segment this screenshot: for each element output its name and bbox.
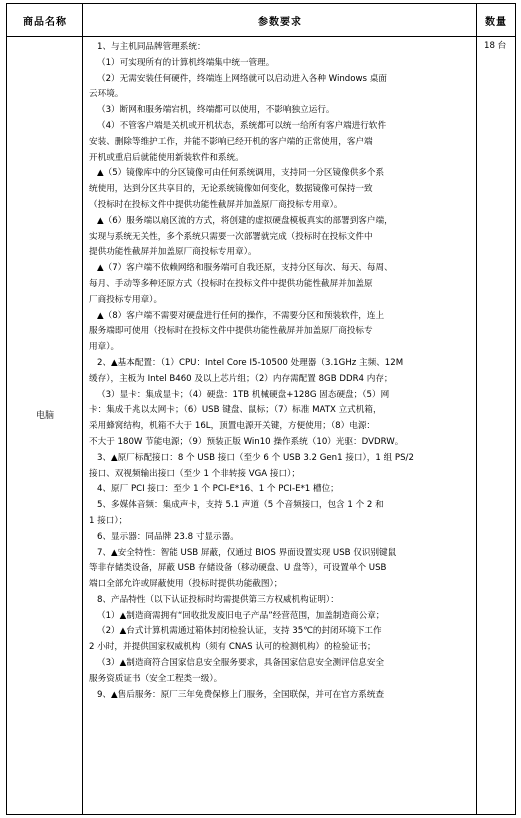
requirement-line: 服务资质证书（安全工程类一级）。 [89,673,223,684]
requirement-line: （4）不管客户端是关机或开机状态，系统都可以统一给所有客户端进行软件 [97,120,387,131]
requirement-line: 端口全部允许或屏蔽使用（投标时提供功能截图）； [89,579,283,590]
requirement-line: ▲（8）客户端不需要对硬盘进行任何的操作，不需要分区和预装软件，连上 [97,310,385,321]
requirement-line: 统使用，达到分区共享目的，无论系统镜像如何变化，数据镜像可保持一致 [89,184,373,195]
requirement-line: 用章）。 [89,342,120,353]
requirement-line: （3）▲制造商符合国家信息安全服务要求，具备国家信息安全测评信息安全 [97,658,385,669]
requirement-line: 采用蜂窝结构，机箱不大于 16L，顶置电源开关键，方便使用；（8）电源： [89,421,376,432]
requirement-line: （3）断网和服务端宕机，终端都可以使用，不影响独立运行。 [97,105,335,116]
header-quantity: 数量 [485,17,507,28]
requirement-line: 9、▲售后服务：原厂三年免费保修上门服务，全国联保，并可在官方系统查 [97,689,385,700]
requirement-line: 1 接口）； [89,515,128,526]
requirement-line: ▲（7）客户端不依赖网络和服务端可自我还原，支持分区每次、每天、每周、 [97,263,393,274]
requirement-line: 开机或重启后就能使用新装软件和系统。 [89,152,244,163]
requirement-line: 安装、删除等维护工作，并能不影响已经开机的客户端的正常使用，客户端 [89,136,373,147]
requirement-line: （投标时在投标文件中提供功能性截屏并加盖原厂商投标专用章）。 [89,199,343,210]
requirement-line: （3）显卡：集成显卡；（4）硬盘：1TB 机械硬盘+128G 固态硬盘；（5）网 [97,389,390,400]
requirement-line: ▲（5）镜像库中的分区镜像可由任何系统调用，支持同一分区镜像供多个系 [97,168,385,179]
parameter-requirements-cell [83,37,477,815]
requirement-line: （1）可实现所有的计算机终端集中统一管理。 [97,57,275,68]
requirement-line: 实现与系统无关性，多个系统只需要一次部署就完成（投标时在投标文件中 [89,231,373,242]
requirement-line: 8、产品特性（以下认证投标时均需提供第三方权威机构证明）： [97,594,339,605]
requirement-line: （2）▲台式计算机需通过箱体封闭检验认证，支持 35℃的封闭环境下工作 [97,626,382,637]
requirement-line: 提供功能性截屏并加盖原厂商投标专用章）。 [89,247,257,258]
requirement-line: 卡：集成千兆以太网卡；（6）USB 键盘、鼠标；（7）标准 MATX 立式机箱， [89,405,382,416]
requirement-line: 每月、手动等多种还原方式（投标时在投标文件中提供功能性截屏并加盖原 [89,278,373,289]
requirement-line: 3、▲原厂标配接口：8 个 USB 接口（至少 6 个 USB 3.2 Gen1 接口），1 组 PS/2 [97,452,414,463]
requirement-line: ▲（6）服务端以扇区流的方式，将创建的虚拟硬盘模板真实的部署到客户端， [97,215,393,226]
quantity-cell: 18 台 [484,41,507,51]
requirement-line: 4、原厂 PCI 接口：至少 1 个 PCI-E*16、1 个 PCI-E*1 槽位； [97,484,339,495]
requirement-line: 缓存），主板为 Intel B460 及以上芯片组；（2）内存需配置 8GB DDR4 内存； [89,373,393,384]
requirement-line: 1、与主机同品牌管理系统： [97,42,206,52]
requirement-line: 6、显示器：同品牌 23.8 寸显示器。 [97,531,239,542]
requirement-line: 厂商投标专用章）。 [89,294,163,305]
header-product-name: 商品名称 [23,17,67,28]
requirement-line: 7、▲安全特性：智能 USB 屏蔽，仅通过 BIOS 界面设置实现 USB 仅识别键鼠 [97,547,397,558]
parameter-table [6,3,516,815]
requirement-line: 不大于 180W 节能电源；（9）预装正版 Win10 操作系统（10）光驱：DVDRW。 [89,436,404,447]
header-parameters: 参数要求 [258,17,302,28]
requirement-line: 接口、双视频输出接口（至少 1 个非转接 VGA 接口）； [89,468,300,479]
product-name-cell: 电脑 [35,411,54,421]
requirement-line: （2）无需安装任何硬件，终端连上网络就可以启动进入各种 Windows 桌面 [97,73,387,84]
requirement-line: 等非存储类设备，屏蔽 USB 存储设备（移动硬盘、U 盘等），可设置单个 USB [89,563,387,574]
requirement-line: 2、▲基本配置：（1）CPU：Intel Core I5-10500 处理器（3.1GHz 主频、12M [97,357,404,368]
requirement-line: （1）▲制造商需拥有“回收批发废旧电子产品”经营范围，加盖制造商公章； [97,610,385,621]
requirement-line: 5、多媒体音频：集成声卡，支持 5.1 声道（5 个音频接口，包含 1 个 2 和 [97,500,384,511]
requirement-line: 服务端即可使用（投标时在投标文件中提供功能性截屏并加盖原厂商投标专 [89,326,373,337]
requirement-line: 2 小时，并提供国家权威机构（须有 CNAS 认可的检测机构）的检验证书； [89,642,376,653]
requirement-line: 云环境。 [89,89,124,100]
